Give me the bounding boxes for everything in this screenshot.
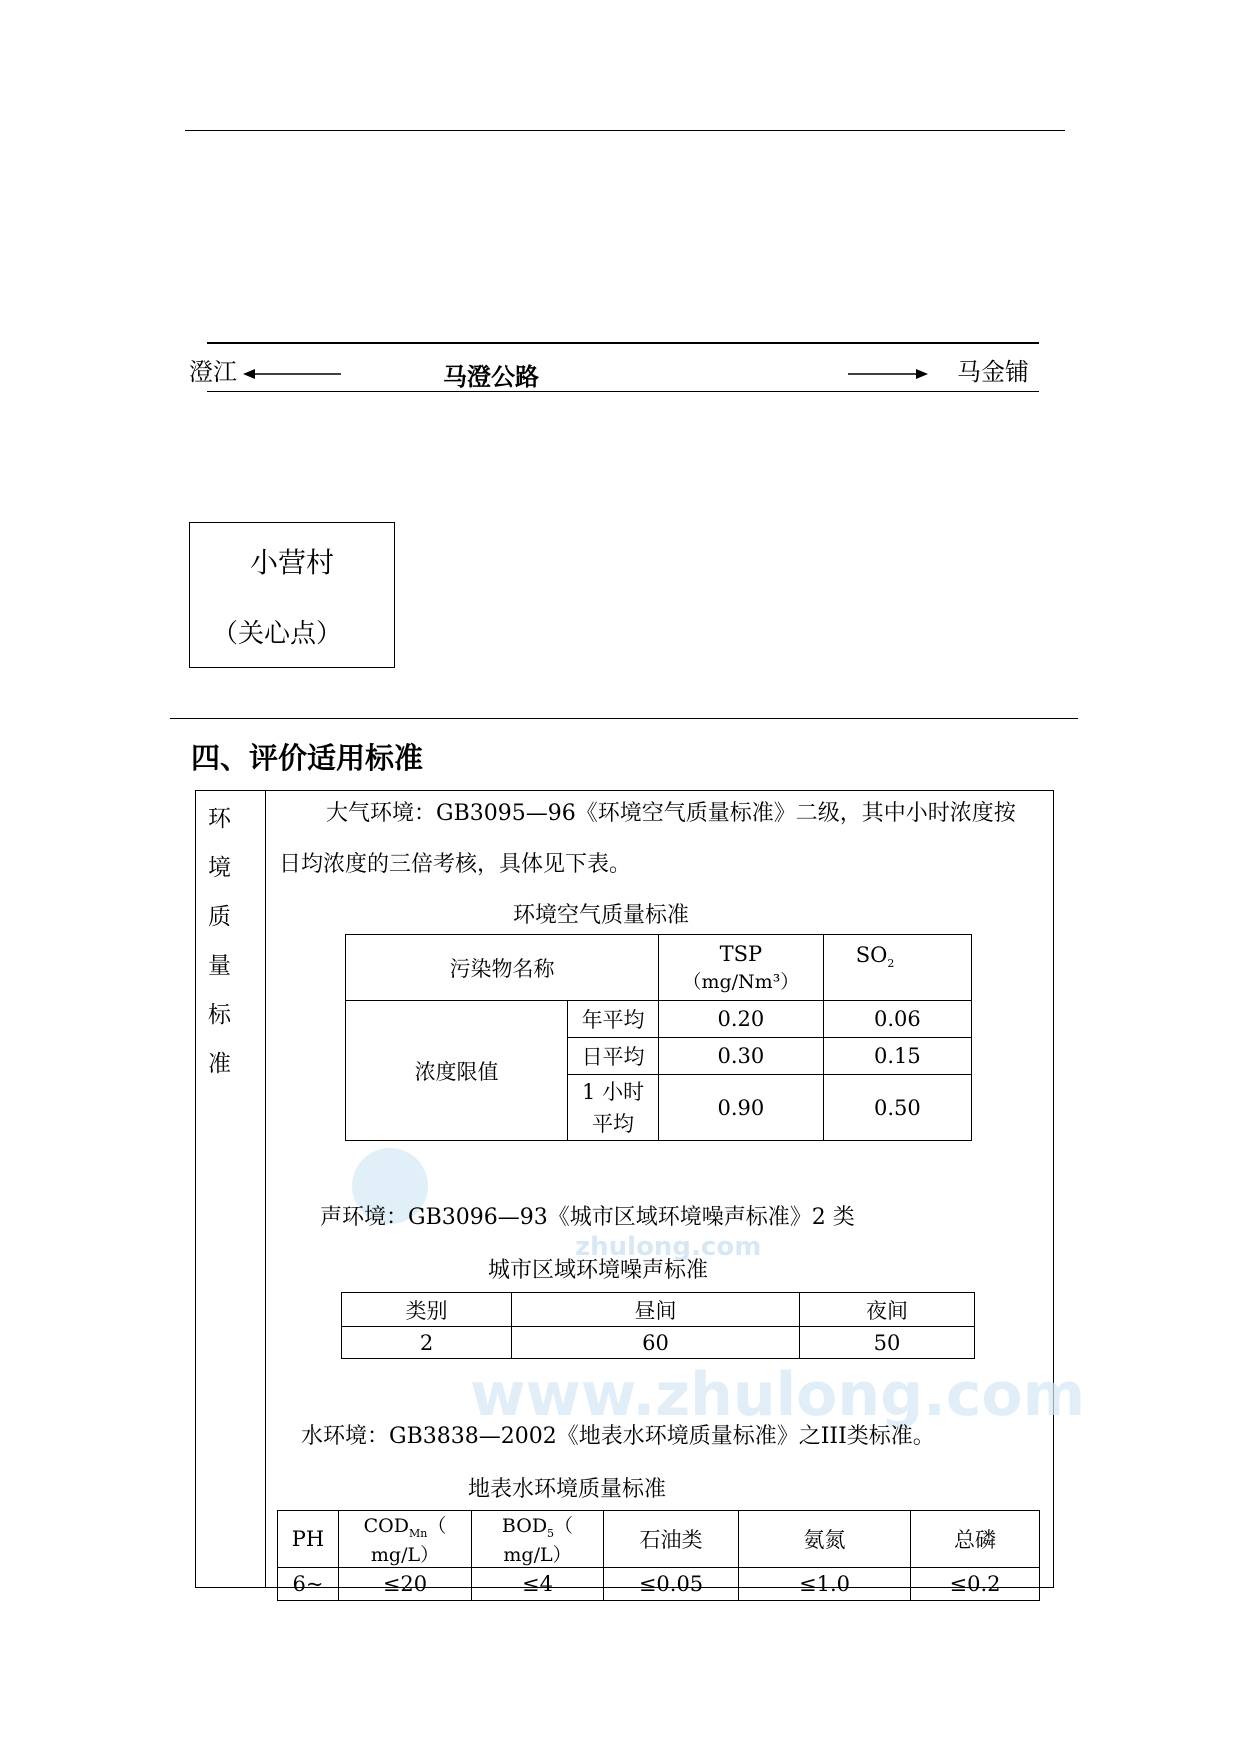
noise-header-cell: 夜间 — [800, 1293, 975, 1327]
road-right-label: 马金铺 — [957, 358, 1029, 386]
water-value-cell: ≤1.0 — [739, 1567, 911, 1600]
water-table — [277, 1510, 1040, 1601]
road-top-line — [207, 342, 1039, 344]
air-tsp-cell: 0.30 — [659, 1038, 824, 1075]
water-header-cod-label: COD — [363, 1515, 409, 1537]
noise-value-cell: 50 — [800, 1327, 975, 1359]
air-tsp-cell: 0.90 — [659, 1075, 824, 1141]
label-char: 质 — [208, 904, 231, 930]
noise-paragraph: 声环境：GB3096—93《城市区域环境噪声标准》2 类 — [320, 1205, 855, 1230]
water-value-cell: ≤20 — [339, 1567, 472, 1600]
air-header-tsp-unit: （mg/Nm³） — [682, 970, 800, 993]
arrow-left-icon — [243, 364, 343, 384]
water-header-cod-sub: Mn — [408, 1526, 428, 1540]
village-name: 小营村 — [249, 546, 334, 579]
air-header-so2 — [823, 935, 971, 1001]
village-box — [189, 522, 395, 668]
air-row-label: 浓度限值 — [346, 1001, 568, 1141]
air-header-so2-sub: 2 — [887, 957, 895, 971]
air-period-line2: 平均 — [592, 1111, 635, 1136]
water-header-cod-unit: （ mg/L） — [370, 1515, 447, 1566]
air-header-tsp-label: TSP — [719, 941, 763, 966]
noise-table — [341, 1292, 975, 1359]
air-paragraph-line1: 大气环境：GB3095—96《环境空气质量标准》二级，其中小时浓度按 — [326, 801, 1016, 826]
label-char: 标 — [208, 1002, 231, 1028]
noise-header-cell: 昼间 — [512, 1293, 800, 1327]
water-header-nh3: 氨氮 — [739, 1511, 911, 1568]
air-table-caption: 环境空气质量标准 — [513, 903, 690, 928]
air-header-so2-label: SO — [855, 943, 888, 967]
air-so2-cell: 0.50 — [823, 1075, 971, 1141]
air-header-tsp — [659, 935, 824, 1001]
water-value-cell: 6~ — [278, 1567, 339, 1600]
air-quality-table — [345, 934, 972, 1141]
water-header-cod — [339, 1511, 472, 1568]
label-char: 环 — [208, 806, 231, 832]
air-period-cell — [568, 1075, 659, 1141]
frame-divider — [265, 790, 266, 1588]
water-header-bod — [472, 1511, 604, 1568]
watermark-large: www.zhulong.com — [470, 1360, 1086, 1430]
noise-table-caption: 城市区域环境噪声标准 — [488, 1258, 709, 1283]
noise-value-cell: 60 — [512, 1327, 800, 1359]
air-header-name: 污染物名称 — [346, 935, 659, 1001]
water-value-cell: ≤0.05 — [604, 1567, 739, 1600]
water-header-bod-label: BOD — [501, 1515, 548, 1537]
label-char: 准 — [208, 1051, 231, 1077]
air-so2-cell: 0.15 — [823, 1038, 971, 1075]
water-table-caption: 地表水环境质量标准 — [468, 1477, 667, 1502]
page-header-rule — [185, 130, 1065, 131]
air-period-cell: 日平均 — [568, 1038, 659, 1075]
label-char: 量 — [208, 953, 231, 979]
water-header-ph: PH — [278, 1511, 339, 1568]
water-header-bod-sub: 5 — [547, 1526, 555, 1540]
water-header-bod-unit: （ mg/L） — [503, 1515, 574, 1566]
village-note: （关心点） — [212, 619, 343, 649]
air-tsp-cell: 0.20 — [659, 1001, 824, 1038]
air-paragraph-line2: 日均浓度的三倍考核，具体见下表。 — [279, 852, 632, 877]
road-bottom-line — [207, 391, 1039, 392]
air-so2-cell: 0.06 — [823, 1001, 971, 1038]
air-period-cell: 年平均 — [568, 1001, 659, 1038]
arrow-right-icon — [848, 364, 928, 384]
noise-header-cell: 类别 — [342, 1293, 512, 1327]
section-rule — [170, 718, 1078, 719]
road-name: 马澄公路 — [443, 363, 539, 391]
label-char: 境 — [208, 855, 231, 881]
air-period-line1: 1 小时 — [582, 1079, 645, 1104]
water-header-oil: 石油类 — [604, 1511, 739, 1568]
road-left-label: 澄江 — [189, 358, 237, 386]
noise-value-cell: 2 — [342, 1327, 512, 1359]
water-paragraph: 水环境：GB3838—2002《地表水环境质量标准》之III类标准。 — [301, 1424, 935, 1449]
water-value-cell: ≤4 — [472, 1567, 604, 1600]
watermark-small: zhulong.com — [575, 1232, 762, 1262]
section-title: 四、评价适用标准 — [191, 741, 424, 775]
water-header-tp: 总磷 — [911, 1511, 1040, 1568]
water-value-cell: ≤0.2 — [911, 1567, 1040, 1600]
